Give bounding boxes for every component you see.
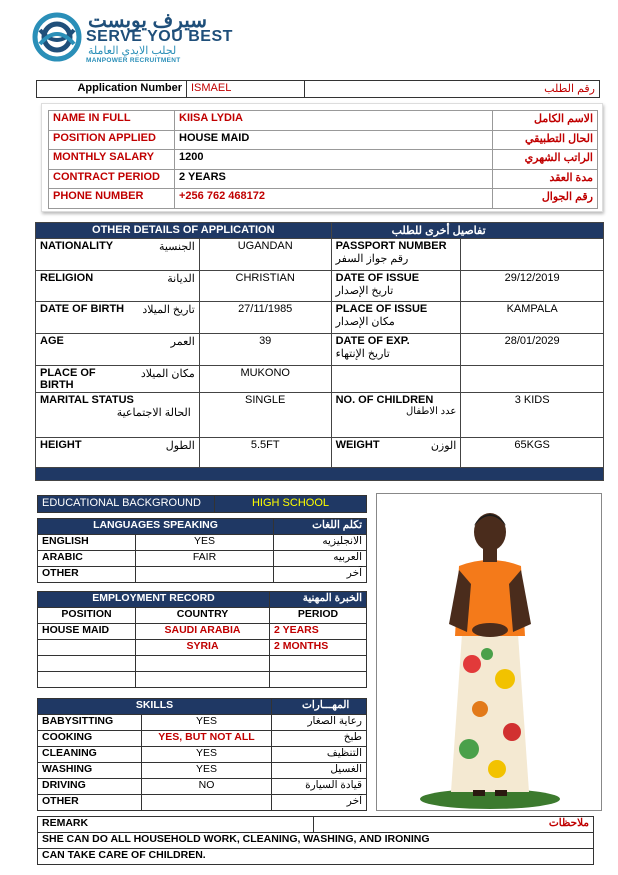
other-details-header: OTHER DETAILS OF APPLICATION bbox=[36, 223, 332, 239]
skill-value: NO bbox=[142, 779, 272, 795]
religion-value: CHRISTIAN bbox=[199, 271, 331, 302]
applicant-photo-image bbox=[377, 494, 602, 811]
details-footer-bar bbox=[36, 468, 604, 481]
skill-label: COOKING bbox=[38, 731, 142, 747]
height-label-ar: الطول bbox=[133, 438, 199, 468]
children-label: NO. OF CHILDREN عدد الاطفال bbox=[331, 393, 461, 438]
date-of-issue-value: 29/12/2019 bbox=[461, 271, 604, 302]
skill-row bbox=[38, 747, 367, 763]
skill-row bbox=[38, 795, 367, 811]
employment-period bbox=[270, 672, 367, 688]
nationality-value: UGANDAN bbox=[199, 239, 331, 271]
age-value: 39 bbox=[199, 334, 331, 366]
empty-cell bbox=[461, 366, 604, 393]
weight-label: WEIGHT الوزن bbox=[331, 438, 461, 468]
date-of-exp-label: DATE OF EXP. تاريخ الإنتهاء bbox=[331, 334, 461, 366]
employment-row bbox=[38, 624, 367, 640]
language-row bbox=[38, 551, 367, 567]
logo-arabic-subtitle: لجلب الايدي العاملة bbox=[88, 45, 177, 57]
personal-field-label-ar: رقم الجوال bbox=[493, 189, 598, 209]
company-logo-icon bbox=[30, 10, 84, 64]
employment-country bbox=[136, 672, 270, 688]
education-value: HIGH SCHOOL bbox=[215, 496, 367, 513]
column-country: COUNTRY bbox=[136, 608, 270, 624]
employment-country bbox=[136, 656, 270, 672]
personal-field-value: +256 762 468172 bbox=[175, 189, 493, 209]
application-number-row bbox=[36, 80, 600, 98]
place-of-issue-value: KAMPALA bbox=[461, 302, 604, 334]
skill-label-ar: التنظيف bbox=[272, 747, 367, 763]
personal-field-value: KIISA LYDIA bbox=[175, 111, 493, 131]
personal-field-label: NAME IN FULL bbox=[49, 111, 175, 131]
employment-header-ar: الخبرة المهنية bbox=[270, 592, 367, 608]
application-number-label-ar: رقم الطلب bbox=[305, 81, 600, 98]
skill-label-ar: الغسيل bbox=[272, 763, 367, 779]
employment-row bbox=[38, 672, 367, 688]
language-level: FAIR bbox=[136, 551, 274, 567]
age-label-ar: العمر bbox=[133, 334, 199, 366]
place-of-birth-label: PLACE OF BIRTH bbox=[36, 366, 134, 393]
place-of-issue-label: PLACE OF ISSUE مكان الإصدار bbox=[331, 302, 461, 334]
skill-value: YES, BUT NOT ALL bbox=[142, 731, 272, 747]
date-of-issue-label: DATE OF ISSUE تاريخ الإصدار bbox=[331, 271, 461, 302]
skill-row bbox=[38, 779, 367, 795]
logo-english-name: SERVE YOU BEST bbox=[86, 28, 233, 45]
personal-field-label-ar: الراتب الشهري bbox=[493, 150, 598, 170]
place-of-birth-value: MUKONO bbox=[199, 366, 331, 393]
skill-row bbox=[38, 731, 367, 747]
skill-label-ar: رعاية الصغار bbox=[272, 715, 367, 731]
place-of-birth-label-ar: مكان الميلاد bbox=[133, 366, 199, 393]
skill-label-ar: آخر bbox=[272, 795, 367, 811]
employment-period bbox=[270, 656, 367, 672]
skill-label: WASHING bbox=[38, 763, 142, 779]
other-details-header-ar: تفاصيل أخرى للطلب bbox=[331, 223, 603, 239]
personal-info-row bbox=[49, 189, 598, 209]
personal-field-label: POSITION APPLIED bbox=[49, 130, 175, 150]
dob-value: 27/11/1985 bbox=[199, 302, 331, 334]
employment-country: SYRIA bbox=[136, 640, 270, 656]
column-position: POSITION bbox=[38, 608, 136, 624]
marital-status-label: MARITAL STATUS الحالة الاجتماعية bbox=[36, 393, 200, 438]
education-table bbox=[37, 495, 367, 513]
children-value: 3 KIDS bbox=[461, 393, 604, 438]
language-row bbox=[38, 567, 367, 583]
skills-header-ar: المهـــارات bbox=[272, 699, 367, 715]
employment-table bbox=[37, 591, 367, 688]
employment-header: EMPLOYMENT RECORD bbox=[38, 592, 270, 608]
weight-value: 65KGS bbox=[461, 438, 604, 468]
passport-label: PASSPORT NUMBER رقم جواز السفر bbox=[331, 239, 461, 271]
language-level: YES bbox=[136, 535, 274, 551]
application-number-value: ISMAEL bbox=[187, 81, 305, 98]
skill-value: YES bbox=[142, 747, 272, 763]
personal-field-value: HOUSE MAID bbox=[175, 130, 493, 150]
skills-table bbox=[37, 698, 367, 811]
languages-table bbox=[37, 518, 367, 583]
remark-line-1: SHE CAN DO ALL HOUSEHOLD WORK, CLEANING, WASHING, AND IRONING bbox=[38, 833, 594, 849]
personal-field-value: 2 YEARS bbox=[175, 169, 493, 189]
education-label: EDUCATIONAL BACKGROUND bbox=[38, 496, 215, 513]
language-level bbox=[136, 567, 274, 583]
employment-row bbox=[38, 656, 367, 672]
personal-info-row bbox=[49, 169, 598, 189]
passport-value bbox=[461, 239, 604, 271]
skill-label: OTHER bbox=[38, 795, 142, 811]
skill-label: BABYSITTING bbox=[38, 715, 142, 731]
dob-label: DATE OF BIRTH bbox=[36, 302, 134, 334]
employment-period: 2 MONTHS bbox=[270, 640, 367, 656]
remark-table bbox=[37, 816, 594, 865]
skill-label: CLEANING bbox=[38, 747, 142, 763]
personal-field-label-ar: الحال التطبيقي bbox=[493, 130, 598, 150]
languages-header-ar: تكلم اللغات bbox=[274, 519, 367, 535]
skill-label-ar: قيادة السيارة bbox=[272, 779, 367, 795]
skill-value bbox=[142, 795, 272, 811]
language-label: OTHER bbox=[38, 567, 136, 583]
column-period: PERIOD bbox=[270, 608, 367, 624]
dob-label-ar: تاريخ الميلاد bbox=[133, 302, 199, 334]
remark-label-ar: ملاحظات bbox=[314, 817, 594, 833]
personal-info-table bbox=[48, 110, 598, 209]
logo-arabic-name: سيرف يوبست bbox=[88, 10, 208, 32]
marital-status-value: SINGLE bbox=[199, 393, 331, 438]
language-label: ENGLISH bbox=[38, 535, 136, 551]
skill-row bbox=[38, 715, 367, 731]
language-row bbox=[38, 535, 367, 551]
height-value: 5.5FT bbox=[199, 438, 331, 468]
employment-position bbox=[38, 640, 136, 656]
personal-info-row bbox=[49, 150, 598, 170]
applicant-photo bbox=[376, 493, 602, 811]
skill-value: YES bbox=[142, 763, 272, 779]
personal-info-row bbox=[49, 130, 598, 150]
employment-position: HOUSE MAID bbox=[38, 624, 136, 640]
height-label: HEIGHT bbox=[36, 438, 134, 468]
languages-header: LANGUAGES SPEAKING bbox=[38, 519, 274, 535]
religion-label: RELIGION bbox=[36, 271, 134, 302]
remark-line-2: CAN TAKE CARE OF CHILDREN. bbox=[38, 849, 594, 865]
language-label-ar: الانجليزيه bbox=[274, 535, 367, 551]
personal-field-value: 1200 bbox=[175, 150, 493, 170]
employment-period: 2 YEARS bbox=[270, 624, 367, 640]
skill-row bbox=[38, 763, 367, 779]
age-label: AGE bbox=[36, 334, 134, 366]
personal-info-row bbox=[49, 111, 598, 131]
other-details-table bbox=[35, 222, 604, 481]
empty-cell bbox=[331, 366, 461, 393]
date-of-exp-value: 28/01/2029 bbox=[461, 334, 604, 366]
personal-field-label-ar: مدة العقد bbox=[493, 169, 598, 189]
language-label: ARABIC bbox=[38, 551, 136, 567]
personal-field-label-ar: الاسم الكامل bbox=[493, 111, 598, 131]
employment-country: SAUDI ARABIA bbox=[136, 624, 270, 640]
logo-english-subtitle: MANPOWER RECRUITMENT bbox=[86, 57, 181, 64]
nationality-label: NATIONALITY bbox=[36, 239, 134, 271]
employment-position bbox=[38, 672, 136, 688]
nationality-label-ar: الجنسية bbox=[133, 239, 199, 271]
personal-field-label: MONTHLY SALARY bbox=[49, 150, 175, 170]
skill-label-ar: طبخ bbox=[272, 731, 367, 747]
language-label-ar: العربيه bbox=[274, 551, 367, 567]
skills-header: SKILLS bbox=[38, 699, 272, 715]
personal-field-label: PHONE NUMBER bbox=[49, 189, 175, 209]
employment-position bbox=[38, 656, 136, 672]
remark-label: REMARK bbox=[38, 817, 314, 833]
language-label-ar: آخر bbox=[274, 567, 367, 583]
skill-value: YES bbox=[142, 715, 272, 731]
skill-label: DRIVING bbox=[38, 779, 142, 795]
application-number-label: Application Number bbox=[37, 81, 187, 98]
personal-field-label: CONTRACT PERIOD bbox=[49, 169, 175, 189]
employment-row bbox=[38, 640, 367, 656]
religion-label-ar: الديانة bbox=[133, 271, 199, 302]
